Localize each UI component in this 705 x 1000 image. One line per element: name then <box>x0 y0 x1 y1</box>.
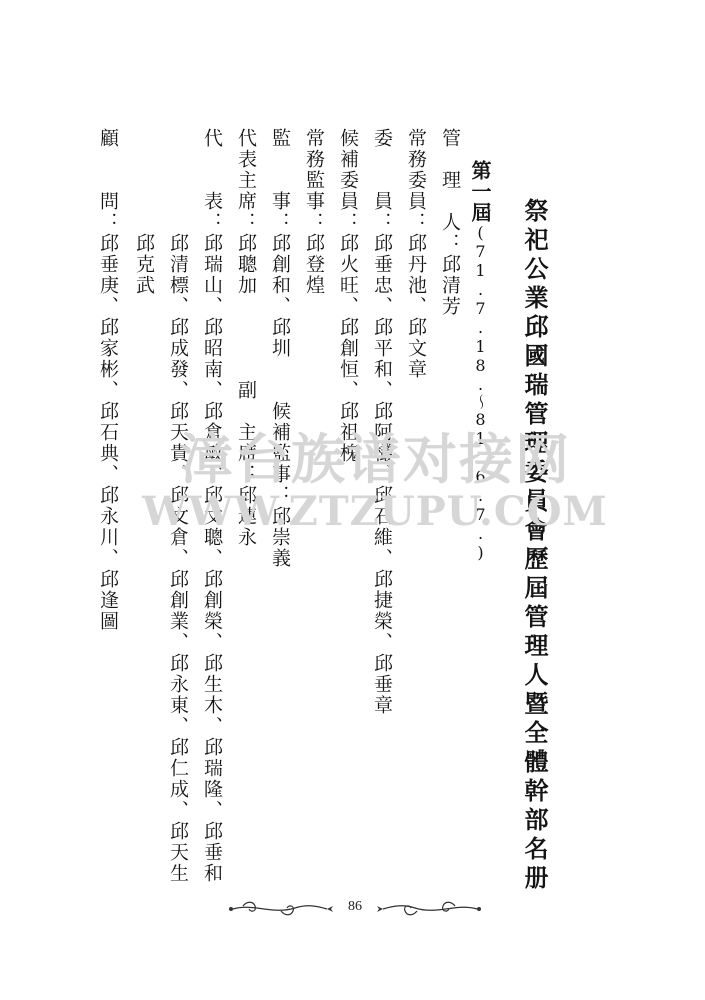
column-manager: 管 理 人：邱清芳 <box>439 128 461 317</box>
column-supervisors: 監 事：邱創和、邱圳 候補監事：邱崇義 <box>269 128 291 569</box>
column-representative-chair: 代表主席：邱聰加 副 主席：邱連永 <box>235 128 257 548</box>
column-advisors: 顧 問：邱垂庚、邱家彬、邱石典、邱永川、邱逢圖 <box>97 128 119 632</box>
column-representatives-1: 代 表：邱瑞山、邱昭南、邱倉敏、邱文聰、邱創榮、邱生木、邱瑞隆、邱垂和 <box>201 128 223 884</box>
page-footer <box>225 893 485 923</box>
document-title: 祭祀公業邱國瑞管理委員會歷屆管理人暨全體幹部名册 <box>520 198 549 894</box>
term-heading <box>470 160 490 562</box>
column-standing-committee: 常務委員：邱丹池、邱文章 <box>405 128 427 380</box>
page-number: 86 <box>348 899 362 914</box>
column-alternate-committee: 候補委員：邱火旺、邱創恒、邱祖槐 <box>337 128 359 464</box>
term-label: 第一屆 <box>468 160 492 223</box>
column-standing-supervisor: 常務監事：邱登煌 <box>303 128 325 296</box>
column-committee-members: 委 員：邱垂忠、邱平和、邱阿欉、邱石維、邱捷榮、邱垂章 <box>371 128 393 716</box>
column-representatives-3: 邱克武 <box>133 128 155 296</box>
watermark-chinese: 漳台族谱对接网 <box>179 428 571 491</box>
watermark-latin: WWW.ZTZUPU.COM <box>142 488 608 535</box>
column-representatives-2: 邱清標、邱成發、邱天貴、邱文倉、邱創業、邱永東、邱仁成、邱天生 <box>167 128 189 884</box>
term-dates: (71.7.18.～81.6.7.) <box>471 223 490 562</box>
